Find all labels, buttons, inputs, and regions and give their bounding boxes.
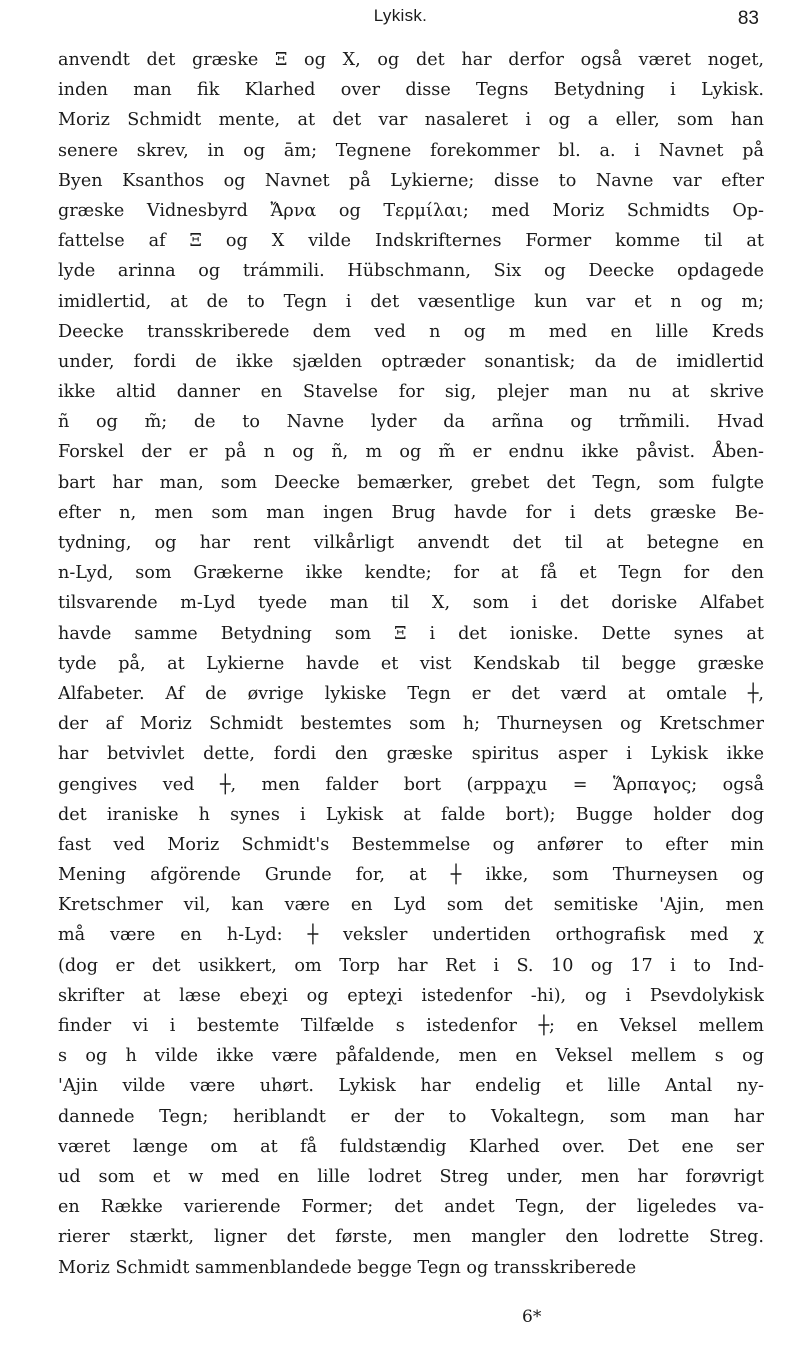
text-line: havde samme Betydning som Ξ i det ioniske. Dette synes at [58,623,764,644]
text-line: har betvivlet dette, fordi den græske spiritus asper i Lykisk ikke [58,744,764,765]
text-line: været længe om at få fuldstændig Klarhed over. Det ene ser [58,1136,764,1157]
text-line: rierer stærkt, ligner det første, men mangler den lodrette Streg. [58,1227,764,1248]
text-line: ñ og m̃; de to Navne lyder da arñna og trm̃mili. Hvad [58,412,764,433]
signature-mark: 6* [522,1307,542,1327]
text-line: inden man fik Klarhed over disse Tegns Betydning i Lykisk. [58,80,764,101]
body-text [58,45,764,1283]
text-line: ud som et w med en lille lodret Streg under, men har forøvrigt [58,1166,764,1187]
text-line: Moriz Schmidt mente, at det var nasaleret i og a eller, som han [58,110,764,131]
text-line: Forskel der er på n og ñ, m og m̃ er endnu ikke påvist. Åben- [58,442,764,463]
text-line: Mening afgörende Grunde for, at ┼ ikke, som Thurneysen og [58,865,764,886]
text-line: Moriz Schmidt sammenblandede begge Tegn og transskriberede [58,1257,637,1278]
page-number: 83 [737,8,759,29]
text-line: 'Ajin vilde være uhørt. Lykisk har endelig et lille Antal ny- [58,1076,764,1097]
text-line: en Række varierende Former; det andet Tegn, der ligeledes va- [58,1197,764,1218]
text-line: under, fordi de ikke sjælden optræder sonantisk; da de imidlertid [58,351,764,372]
text-line: skrifter at læse ebeχi og epteχi istedenfor -hi), og i Psevdolykisk [58,985,764,1006]
text-line: tyde på, at Lykierne havde et vist Kendskab til begge græske [58,653,764,674]
text-line: lyde arinna og trámmili. Hübschmann, Six og Deecke opdagede [58,261,764,282]
text-line: Alfabeter. Af de øvrige lykiske Tegn er det værd at omtale ┼, [58,683,764,704]
running-title: Lykisk. [373,6,428,25]
running-head [0,6,801,32]
text-line: Deecke transskriberede dem ved n og m med en lille Kreds [58,321,764,342]
text-line: fattelse af Ξ og X vilde Indskrifternes Former komme til at [58,231,764,252]
text-line: finder vi i bestemte Tilfælde s istedenfor ┼; en Veksel mellem [58,1016,764,1036]
text-line: Kretschmer vil, kan være en Lyd som det semitiske 'Ajin, men [58,895,764,916]
text-line: (dog er det usikkert, om Torp har Ret i S. 10 og 17 i to Ind- [58,955,764,976]
text-line: tilsvarende m-Lyd tyede man til X, som i det doriske Alfabet [58,593,764,614]
text-line: imidlertid, at de to Tegn i det væsentlige kun var et n og m; [58,291,764,312]
text-line: s og h vilde ikke være påfaldende, men en Veksel mellem s og [58,1046,764,1067]
text-line: efter n, men som man ingen Brug havde for i dets græske Be- [58,502,764,523]
text-line: anvendt det græske Ξ og X, og det har derfor også været noget, [58,50,764,70]
text-line: bart har man, som Deecke bemærker, grebet det Tegn, som fulgte [58,472,764,493]
text-line: ikke altid danner en Stavelse for sig, plejer man nu at skrive [58,382,764,403]
text-line: Byen Ksanthos og Navnet på Lykierne; disse to Navne var efter [58,170,764,191]
text-line: dannede Tegn; heriblandt er der to Vokaltegn, som man har [58,1106,764,1127]
text-line: gengives ved ┼, men falder bort (arppaχu = Ἅρπαγος; også [58,774,764,795]
text-line: n-Lyd, som Grækerne ikke kendte; for at få et Tegn for den [58,563,764,584]
text-line: fast ved Moriz Schmidt's Bestemmelse og anfører to efter min [58,834,764,855]
text-line: græske Vidnesbyrd Ἄρνα og Τερμίλαι; med Moriz Schmidts Op- [58,200,764,221]
text-line: tydning, og har rent vilkårligt anvendt det til at betegne en [58,533,764,553]
text-line: må være en h-Lyd: ┼ veksler undertiden orthografisk med χ [58,925,764,946]
text-line: det iraniske h synes i Lykisk at falde bort); Bugge holder dog [58,804,764,825]
text-line: senere skrev, in og ām; Tegnene forekommer bl. a. i Navnet på [58,140,764,161]
text-line: der af Moriz Schmidt bestemtes som h; Thurneysen og Kretschmer [58,714,764,735]
